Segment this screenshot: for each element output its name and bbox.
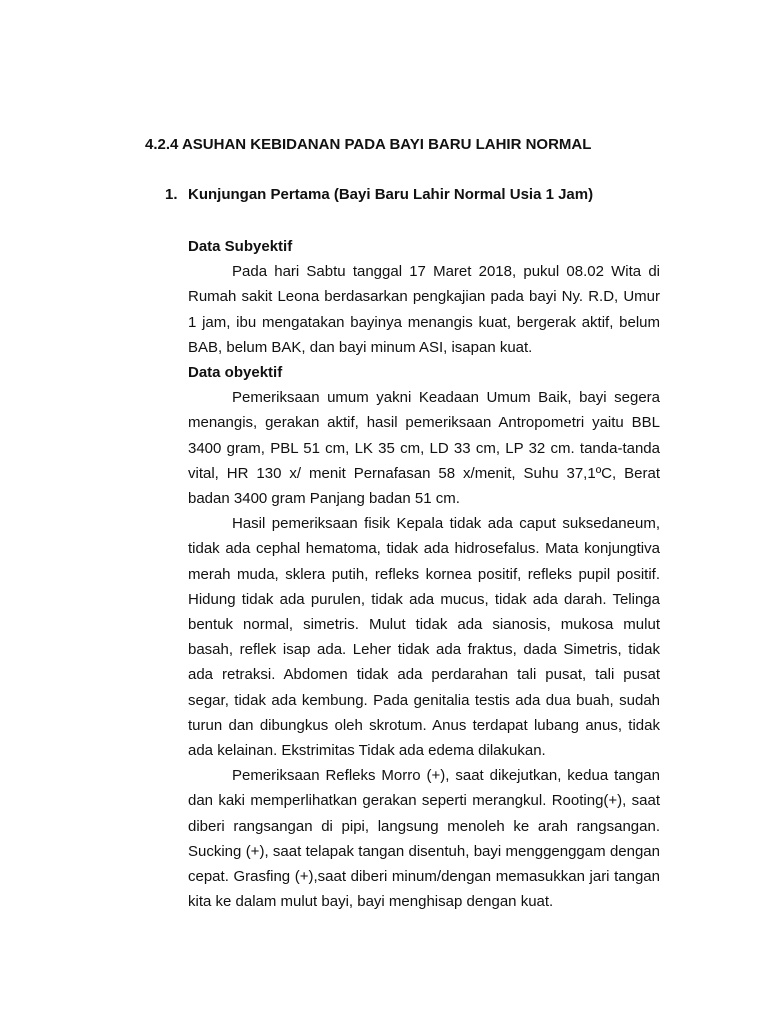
objective-paragraph-reflexes: Pemeriksaan Refleks Morro (+), saat dikejutkan, kedua tangan dan kaki memperlihatkan gerakan seperti merangkul. Rooting(+), saat diberi rangsangan di pipi, langsung menoleh ke arah rangsangan. Sucking (+), saat telapak tangan disentuh, bayi menggenggam dengan cepat. Grasfing (+),saat diberi minum/dengan memasukkan jari tangan kita ke dalam mulut bayi, bayi menghisap dengan kuat. xyxy=(188,767,660,911)
item-heading xyxy=(165,186,593,203)
subjective-heading: Data Subyektif xyxy=(188,238,293,255)
objective-paragraph-physical: Hasil pemeriksaan fisik Kepala tidak ada caput suksedaneum, tidak ada cephal hematoma, tidak ada hidrosefalus. Mata konjungtiva merah muda, sklera putih, refleks kornea positif, refleks pupil positif. Hidung tidak ada purulen, tidak ada mucus, tidak ada darah. Telinga bentuk normal, simetris. Mulut tidak ada sianosis, mukosa mulut basah, reflek isap ada. Leher tidak ada fraktus, dada Simetris, tidak ada retraksi. Abdomen tidak ada perdarahan tali pusat, tali pusat segar, tidak ada kembung. Pada genitalia testis ada dua buah, sudah turun dan dibungkus oleh skrotum. Anus terdapat lubang anus, tidak ada kelainan. Ekstrimitas Tidak ada edema dilakukan. xyxy=(188,515,660,760)
item-title: Kunjungan Pertama (Bayi Baru Lahir Normal Usia 1 Jam) xyxy=(188,186,594,203)
objective-heading: Data obyektif xyxy=(188,364,283,382)
subjective-paragraph: Pada hari Sabtu tanggal 17 Maret 2018, pukul 08.02 Wita di Rumah sakit Leona berdasarkan pengkajian pada bayi Ny. R.D, Umur 1 jam, ibu mengatakan bayinya menangis kuat, bergerak aktif, belum BAB, belum BAK, dan bayi minum ASI, isapan kuat. xyxy=(188,263,660,356)
item-number: 1. xyxy=(165,186,178,203)
document-body xyxy=(188,234,660,914)
objective-paragraph-general: Pemeriksaan umum yakni Keadaan Umum Baik, bayi segera menangis, gerakan aktif, hasil pemeriksaan Antropometri yaitu BBL 3400 gram, PBL 51 cm, LK 35 cm, LD 33 cm, LP 32 cm. tanda-tanda vital, HR 130 x/ menit Pernafasan 58 x/menit, Suhu 37,1ºC, Berat badan 3400 gram Panjang badan 51 cm. xyxy=(188,389,660,508)
section-title: 4.2.4 ASUHAN KEBIDANAN PADA BAYI BARU LAHIR NORMAL xyxy=(145,136,592,153)
